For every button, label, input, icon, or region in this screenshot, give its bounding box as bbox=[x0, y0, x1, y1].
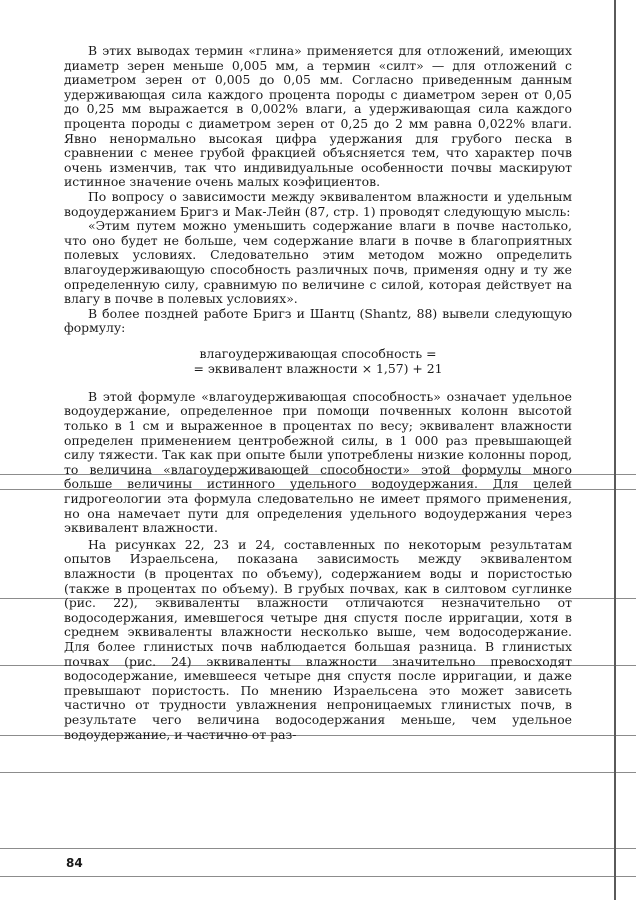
quote-paragraph: «Этим путем можно уменьшить содержание влаги в почве настолько, что оно будет не больше, чем содержание влаги в почве в благоприятных полевых условиях. Следовательно этим методом можно определить влагоудерживающую способность различных почв, применяя одну и ту же определенную силу, сравнимую по величине с силой, которая действует на влагу в почве в полевых условиях». bbox=[64, 218, 572, 307]
body-text bbox=[64, 44, 572, 742]
scan-line bbox=[0, 848, 636, 849]
paragraph-2: По вопросу о зависимости между эквивалентом влажности и удельным водоудержанием Бригз и Мак-Лейн (87, стр. 1) проводят следующую мысль: bbox=[64, 188, 572, 219]
paragraph-5: В этой формуле «влагоудерживающая способность» означает удельное водоудержание, определенное при помощи почвенных колонн высотой только в 1 см и выраженное в процентах по весу; эквивалент влажности определен применением центробежной силы, в 1 000 раз превышающей силу тяжести. Так как при опыте были употреблены низкие колонны пород, то величина «влагоудерживающей способности» этой формулы много больше величины истинного удельного водоудержания. Для целей гидрогеологии эта формула следовательно не имеет прямого применения, но она намечает пути для определения удельного водоудержания через эквивалент влажности. bbox=[64, 388, 572, 536]
formula-line-1: влагоудерживающая способность = bbox=[199, 345, 437, 361]
page-edge bbox=[614, 0, 616, 900]
formula-line-2: = эквивалент влажности × 1,57) + 21 bbox=[193, 360, 443, 376]
page-number: 84 bbox=[66, 856, 83, 870]
scan-line bbox=[0, 876, 636, 877]
scan-line bbox=[0, 772, 636, 773]
formula bbox=[64, 346, 572, 376]
paragraph-4: В более поздней работе Бригз и Шантц (Shantz, 88) вывели следующую формулу: bbox=[64, 305, 572, 336]
paragraph-1: В этих выводах термин «глина» применяется для отложений, имеющих диаметр зерен меньше 0,005 мм, а термин «силт» — для отложений с диаметром зерен от 0,005 до 0,05 мм. Согласно приведенным данным удерживающая сила каждого процента породы с диаметром зерен от 0,05 до 0,25 мм выражается в 0,002% влаги, а удерживающая сила каждого процента породы с диаметром зерен от 0,25 до 2 мм равна 0,022% влаги. Явно ненормально высокая цифра удержания для грубого песка в сравнении с менее грубой фракцией объясняется тем, что характер почв очень изменчив, так что индивидуальные особенности почвы маскируют истинное значение очень малых коэфициентов. bbox=[64, 43, 572, 190]
paragraph-6: На рисунках 22, 23 и 24, составленных по некоторым результатам опытов Израельсена, показана зависимость между эквивалентом влажности (в процентах по объему), содержанием воды и пористостью (также в процентах по объему). В грубых почвах, как в силтовом суглинке (рис. 22), эквиваленты влажности отличаются незначительно от водосодержания, имевшегося четыре дня спустя после ирригации, хотя в среднем эквиваленты влажности несколько выше, чем водосодержание. Для более глинистых почв наблюдается большая разница. В глинистых почвах (рис. 24) эквиваленты влажности значительно превосходят водосодержание, имевшееся четыре дня спустя после ирригации, и даже превышают пористость. По мнению Израельсена это может зависеть частично от трудности увлажнения непроницаемых глинистых почв, в результате чего величина водосодержания меньше, чем удельное водоудержание, и частично от раз- bbox=[64, 536, 572, 742]
